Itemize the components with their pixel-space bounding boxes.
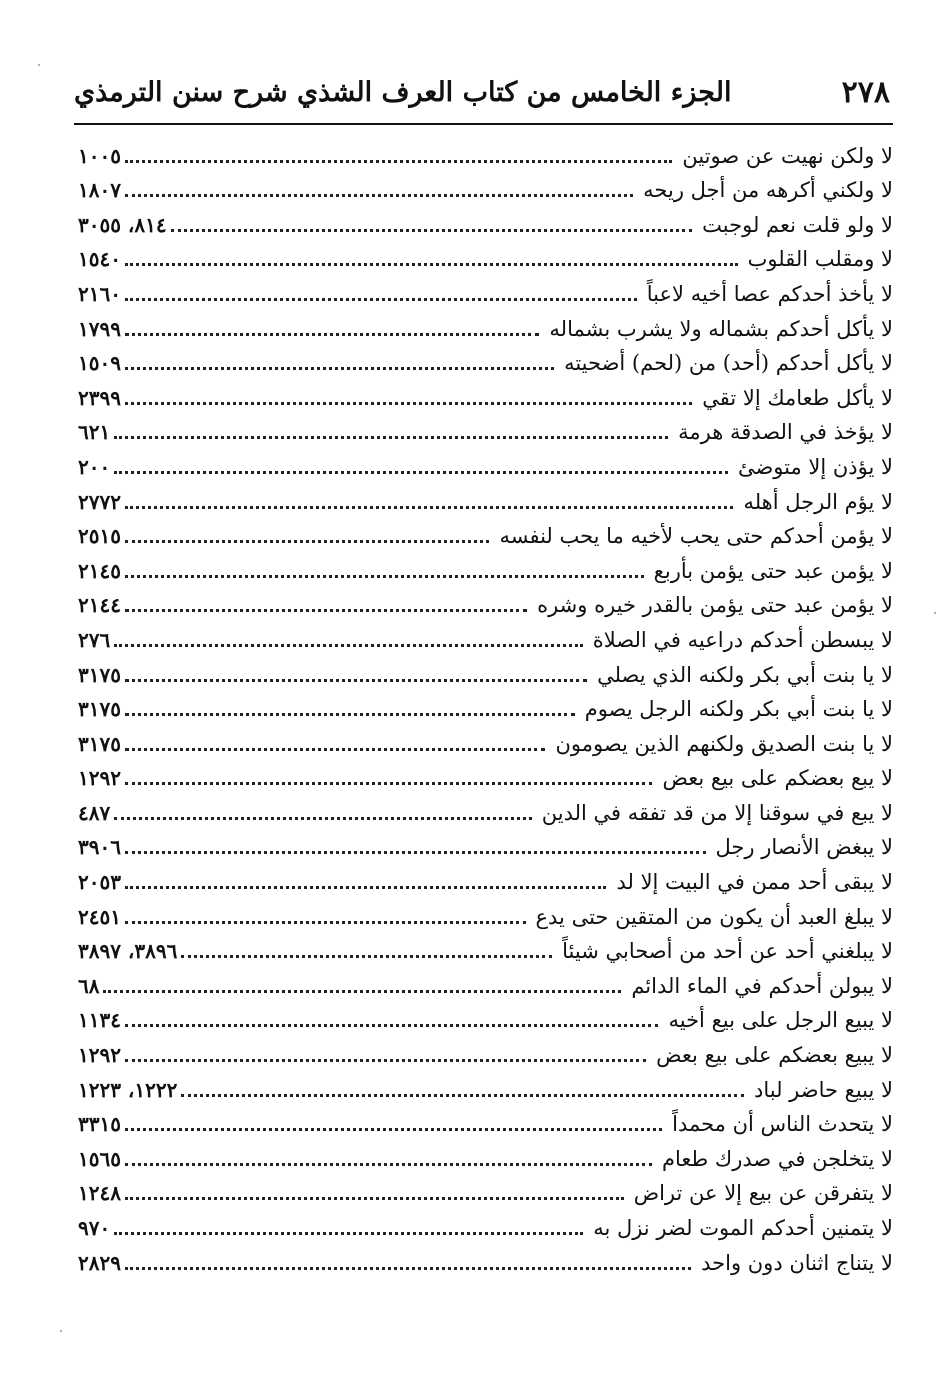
dot-leader — [181, 955, 552, 958]
page-header — [74, 68, 890, 116]
entry-phrase: لا يأكل أحدكم (أحد) من (لحم) أضحيته — [564, 351, 893, 376]
dot-leader — [125, 609, 527, 612]
index-entry — [78, 725, 893, 760]
index-entry — [78, 137, 893, 172]
dot-leader — [125, 402, 692, 405]
entry-hadith-numbers: ٢٤٥١ — [78, 904, 121, 929]
dot-leader — [125, 298, 637, 301]
hadith-index-list — [78, 137, 893, 1279]
scan-speck — [934, 612, 936, 614]
entry-phrase: لا يتخلجن في صدرك طعام — [662, 1146, 893, 1171]
entry-phrase: لا يؤمن عبد حتى يؤمن بالقدر خيره وشره — [537, 593, 893, 618]
entry-phrase: لا يبيع حاضر لباد — [754, 1077, 893, 1102]
entry-hadith-numbers: ٢٣٩٩ — [78, 385, 121, 410]
entry-hadith-numbers: ٣٩٠٦ — [78, 835, 121, 860]
entry-hadith-numbers: ٢٥١٥ — [78, 524, 121, 549]
entry-hadith-numbers: ٢١٤٤ — [78, 593, 121, 618]
index-entry — [78, 483, 893, 518]
dot-leader — [114, 1232, 583, 1235]
index-entry — [78, 760, 893, 795]
entry-phrase: لا ولو قلت نعم لوجبت — [702, 212, 893, 237]
dot-leader — [114, 644, 583, 647]
dot-leader — [125, 506, 734, 509]
dot-leader — [125, 782, 653, 785]
index-entry — [78, 206, 893, 241]
dot-leader — [125, 1024, 659, 1027]
entry-hadith-numbers: ٢٨٢٩ — [78, 1250, 121, 1275]
entry-hadith-numbers: ٣١٧٥ — [78, 662, 121, 687]
index-entry — [78, 172, 893, 207]
dot-leader — [171, 229, 693, 232]
index-entry — [78, 1106, 893, 1141]
index-entry — [78, 656, 893, 691]
entry-phrase: لا يبيع الرجل على بيع أخيه — [668, 1008, 893, 1033]
entry-phrase: لا يؤمن عبد حتى يؤمن بأربع — [653, 558, 893, 583]
index-entry — [78, 1036, 893, 1071]
entry-phrase: لا ولكن نهيت عن صوتين — [682, 143, 893, 168]
entry-hadith-numbers: ٣١٧٥ — [78, 697, 121, 722]
index-entry — [78, 621, 893, 656]
scan-speck — [60, 1330, 62, 1332]
entry-hadith-numbers: ٢١٦٠ — [78, 281, 121, 306]
index-entry — [78, 587, 893, 622]
entry-phrase: لا يأخذ أحدكم عصا أخيه لاعباً — [646, 281, 893, 306]
entry-hadith-numbers: ١٠٠٥ — [78, 143, 121, 168]
index-entry — [78, 518, 893, 553]
entry-hadith-numbers: ٣١٧٥ — [78, 731, 121, 756]
dot-leader — [125, 886, 607, 889]
entry-phrase: لا يبغض الأنصار رجل — [715, 835, 893, 860]
dot-leader — [125, 1059, 646, 1062]
dot-leader — [125, 263, 738, 266]
entry-phrase: لا يبسطن أحدكم دراعيه في الصلاة — [592, 627, 893, 652]
entry-phrase: لا يا بنت أبي بكر ولكنه الرجل يصوم — [584, 697, 893, 722]
entry-hadith-numbers: ٢٧٧٢ — [78, 489, 121, 514]
entry-hadith-numbers: ٢١٤٥ — [78, 558, 121, 583]
entry-phrase: لا يبولن أحدكم في الماء الدائم — [631, 973, 893, 998]
entry-hadith-numbers: ٢٠٥٣ — [78, 870, 121, 895]
index-entry — [78, 794, 893, 829]
entry-hadith-numbers: ٣٨٩٦، ٣٨٩٧ — [78, 939, 178, 964]
index-entry — [78, 691, 893, 726]
dot-leader — [125, 1128, 662, 1131]
scan-speck — [38, 64, 40, 66]
dot-leader — [125, 921, 526, 924]
entry-hadith-numbers: ٢٠٠ — [78, 454, 111, 479]
index-entry — [78, 241, 893, 276]
entry-phrase: لا يؤم الرجل أهله — [743, 489, 893, 514]
index-entry — [78, 379, 893, 414]
entry-hadith-numbers: ٩٧٠ — [78, 1216, 111, 1240]
index-entry — [78, 552, 893, 587]
dot-leader — [114, 471, 728, 474]
index-entry — [78, 863, 893, 898]
entry-hadith-numbers: ٤٨٧ — [78, 800, 111, 825]
dot-leader — [125, 160, 672, 163]
index-entry — [78, 898, 893, 933]
entry-hadith-numbers: ٨١٤، ٣٠٥٥ — [78, 212, 167, 237]
entry-hadith-numbers: ١٢٢٢، ١٢٢٣ — [78, 1077, 178, 1102]
entry-hadith-numbers: ٦٨ — [78, 973, 100, 998]
index-entry — [78, 1002, 893, 1037]
dot-leader — [114, 817, 532, 820]
dot-leader — [114, 436, 668, 439]
entry-hadith-numbers: ١٥٤٠ — [78, 247, 121, 272]
entry-hadith-numbers: ٣٣١٥ — [78, 1112, 121, 1137]
entry-phrase: لا يأكل طعامك إلا تقي — [702, 385, 893, 410]
dot-leader — [125, 679, 587, 682]
entry-hadith-numbers: ١٢٩٢ — [78, 766, 121, 791]
dot-leader — [181, 1094, 744, 1097]
entry-phrase: لا يتحدث الناس أن محمداً — [672, 1112, 893, 1137]
entry-hadith-numbers: ١٢٤٨ — [78, 1181, 121, 1206]
entry-phrase: لا يبلغني أحد عن أحد من أصحابي شيئاً — [562, 939, 893, 964]
index-entry — [78, 448, 893, 483]
index-entry — [78, 1209, 893, 1244]
entry-phrase: لا يبع في سوقنا إلا من قد تفقه في الدين — [541, 800, 893, 825]
entry-phrase: لا يبقى أحد ممن في البيت إلا لد — [616, 870, 893, 895]
entry-hadith-numbers: ٢٧٦ — [78, 627, 111, 652]
dot-leader — [125, 1197, 624, 1200]
running-title: الجزء الخامس من كتاب العرف الشذي شرح سنن الترمذي — [74, 76, 732, 108]
entry-phrase: لا يؤمن أحدكم حتى يحب لأخيه ما يحب لنفسه — [499, 524, 893, 549]
entry-phrase: لا يتمنين أحدكم الموت لضر نزل به — [593, 1216, 893, 1240]
entry-phrase: لا ولكني أكرهه من أجل ريحه — [643, 178, 893, 203]
dot-leader — [125, 851, 706, 854]
dot-leader — [125, 367, 554, 370]
dot-leader — [125, 1163, 652, 1166]
index-entry — [78, 829, 893, 864]
entry-hadith-numbers: ١٥٦٥ — [78, 1146, 121, 1171]
dot-leader — [103, 990, 621, 993]
dot-leader — [125, 713, 575, 716]
index-entry — [78, 1140, 893, 1175]
index-entry — [78, 967, 893, 1002]
index-entry — [78, 1071, 893, 1106]
index-entry — [78, 345, 893, 380]
entry-hadith-numbers: ١٧٩٩ — [78, 316, 121, 341]
dot-leader — [125, 540, 489, 543]
entry-hadith-numbers: ٦٢١ — [78, 420, 111, 445]
index-entry — [78, 1244, 893, 1279]
entry-phrase: لا ومقلب القلوب — [747, 247, 893, 272]
entry-phrase: لا يبلغ العبد أن يكون من المتقين حتى يدع — [535, 904, 893, 929]
dot-leader — [125, 1267, 691, 1270]
index-entry — [78, 414, 893, 449]
entry-hadith-numbers: ١٨٠٧ — [78, 178, 121, 203]
index-entry — [78, 1175, 893, 1210]
entry-phrase: لا يؤذن إلا متوضئ — [737, 454, 893, 479]
entry-hadith-numbers: ١٥٠٩ — [78, 351, 121, 376]
entry-phrase: لا يا بنت أبي بكر ولكنه الذي يصلي — [597, 662, 893, 687]
dot-leader — [125, 194, 633, 197]
entry-phrase: لا يتناج اثنان دون واحد — [701, 1250, 893, 1275]
dot-leader — [125, 575, 644, 578]
entry-phrase: لا يا بنت الصديق ولكنهم الذين يصومون — [555, 731, 893, 756]
entry-hadith-numbers: ١١٣٤ — [78, 1008, 121, 1033]
dot-leader — [125, 333, 539, 336]
entry-phrase: لا يأكل أحدكم بشماله ولا يشرب بشماله — [549, 316, 893, 341]
dot-leader — [125, 748, 545, 751]
index-entry — [78, 310, 893, 345]
header-rule — [74, 123, 893, 125]
entry-hadith-numbers: ١٢٩٢ — [78, 1043, 121, 1068]
index-entry — [78, 275, 893, 310]
entry-phrase: لا يبع بعضكم على بيع بعض — [662, 766, 893, 791]
entry-phrase: لا يتفرقن عن بيع إلا عن تراض — [633, 1181, 893, 1206]
entry-phrase: لا يؤخذ في الصدقة هرمة — [678, 420, 893, 445]
index-entry — [78, 933, 893, 968]
entry-phrase: لا يبيع بعضكم على بيع بعض — [656, 1043, 893, 1068]
page-number: ٢٧٨ — [841, 74, 890, 110]
